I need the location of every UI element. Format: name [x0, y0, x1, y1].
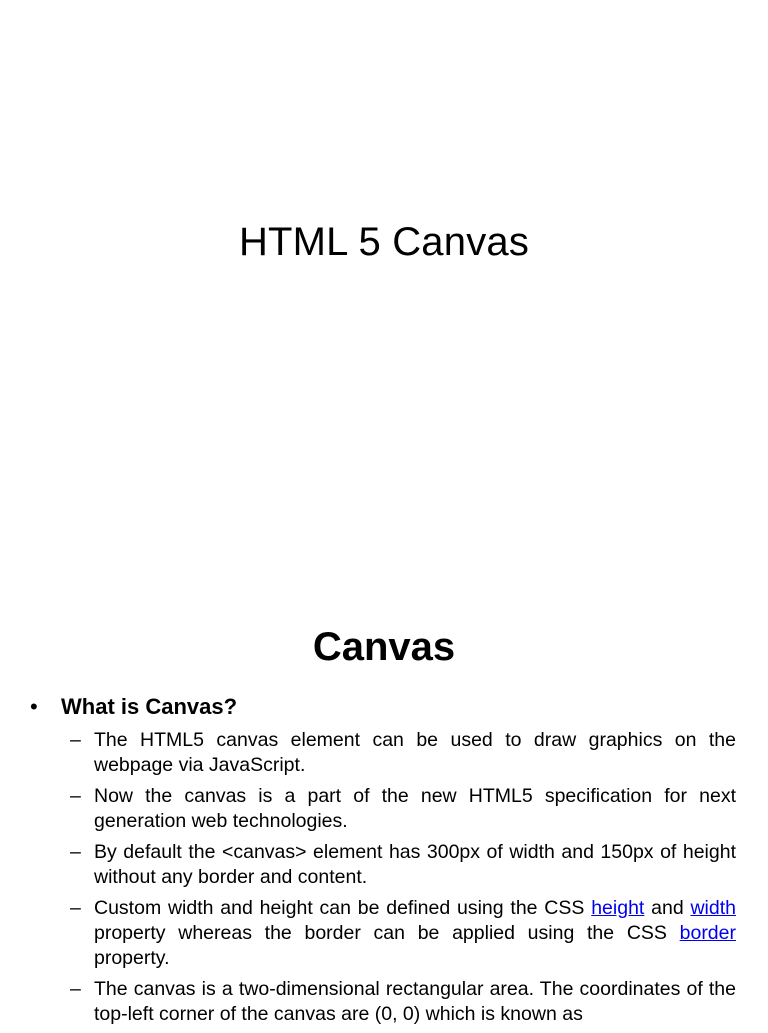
bullet-icon: •	[30, 694, 38, 719]
sub-item-text: The HTML5 canvas element can be used to draw graphics on the webpage via JavaScript.	[94, 729, 736, 776]
dash-icon: –	[70, 785, 81, 807]
slide-title: HTML 5 Canvas	[238, 220, 530, 264]
sub-item-text: Now the canvas is a part of the new HTML5 specification for next generation web technologies.	[94, 785, 736, 832]
height-link[interactable]: height	[591, 897, 645, 919]
sub-item-text: and	[644, 897, 691, 919]
sub-item-text: property.	[94, 947, 170, 969]
slide-heading: Canvas	[312, 625, 456, 669]
sub-item-text: Custom width and height can be defined using the CSS	[94, 897, 592, 919]
sub-item-text: The canvas is a two-dimensional rectangular area. The coordinates of the top-left corner of the canvas are (0, 0) which is known as	[94, 978, 736, 1025]
dash-icon: –	[70, 729, 81, 751]
bullet-heading: What is Canvas?	[61, 694, 238, 719]
sub-item	[30, 728, 736, 778]
dash-icon: –	[70, 978, 81, 1000]
sub-item	[30, 977, 736, 1027]
bullet-item	[30, 690, 736, 724]
dash-icon: –	[70, 897, 81, 919]
bullet-list	[30, 690, 736, 1033]
sub-item	[30, 896, 736, 971]
sub-item-text: property whereas the border can be applied using the CSS	[94, 922, 680, 944]
sub-list	[30, 728, 736, 1027]
sub-item-text: By default the <canvas> element has 300px of width and 150px of height without any border and content.	[94, 841, 736, 888]
sub-item	[30, 840, 736, 890]
border-link[interactable]: border	[679, 922, 736, 944]
dash-icon: –	[70, 841, 81, 863]
sub-item	[30, 784, 736, 834]
width-link[interactable]: width	[690, 897, 736, 919]
